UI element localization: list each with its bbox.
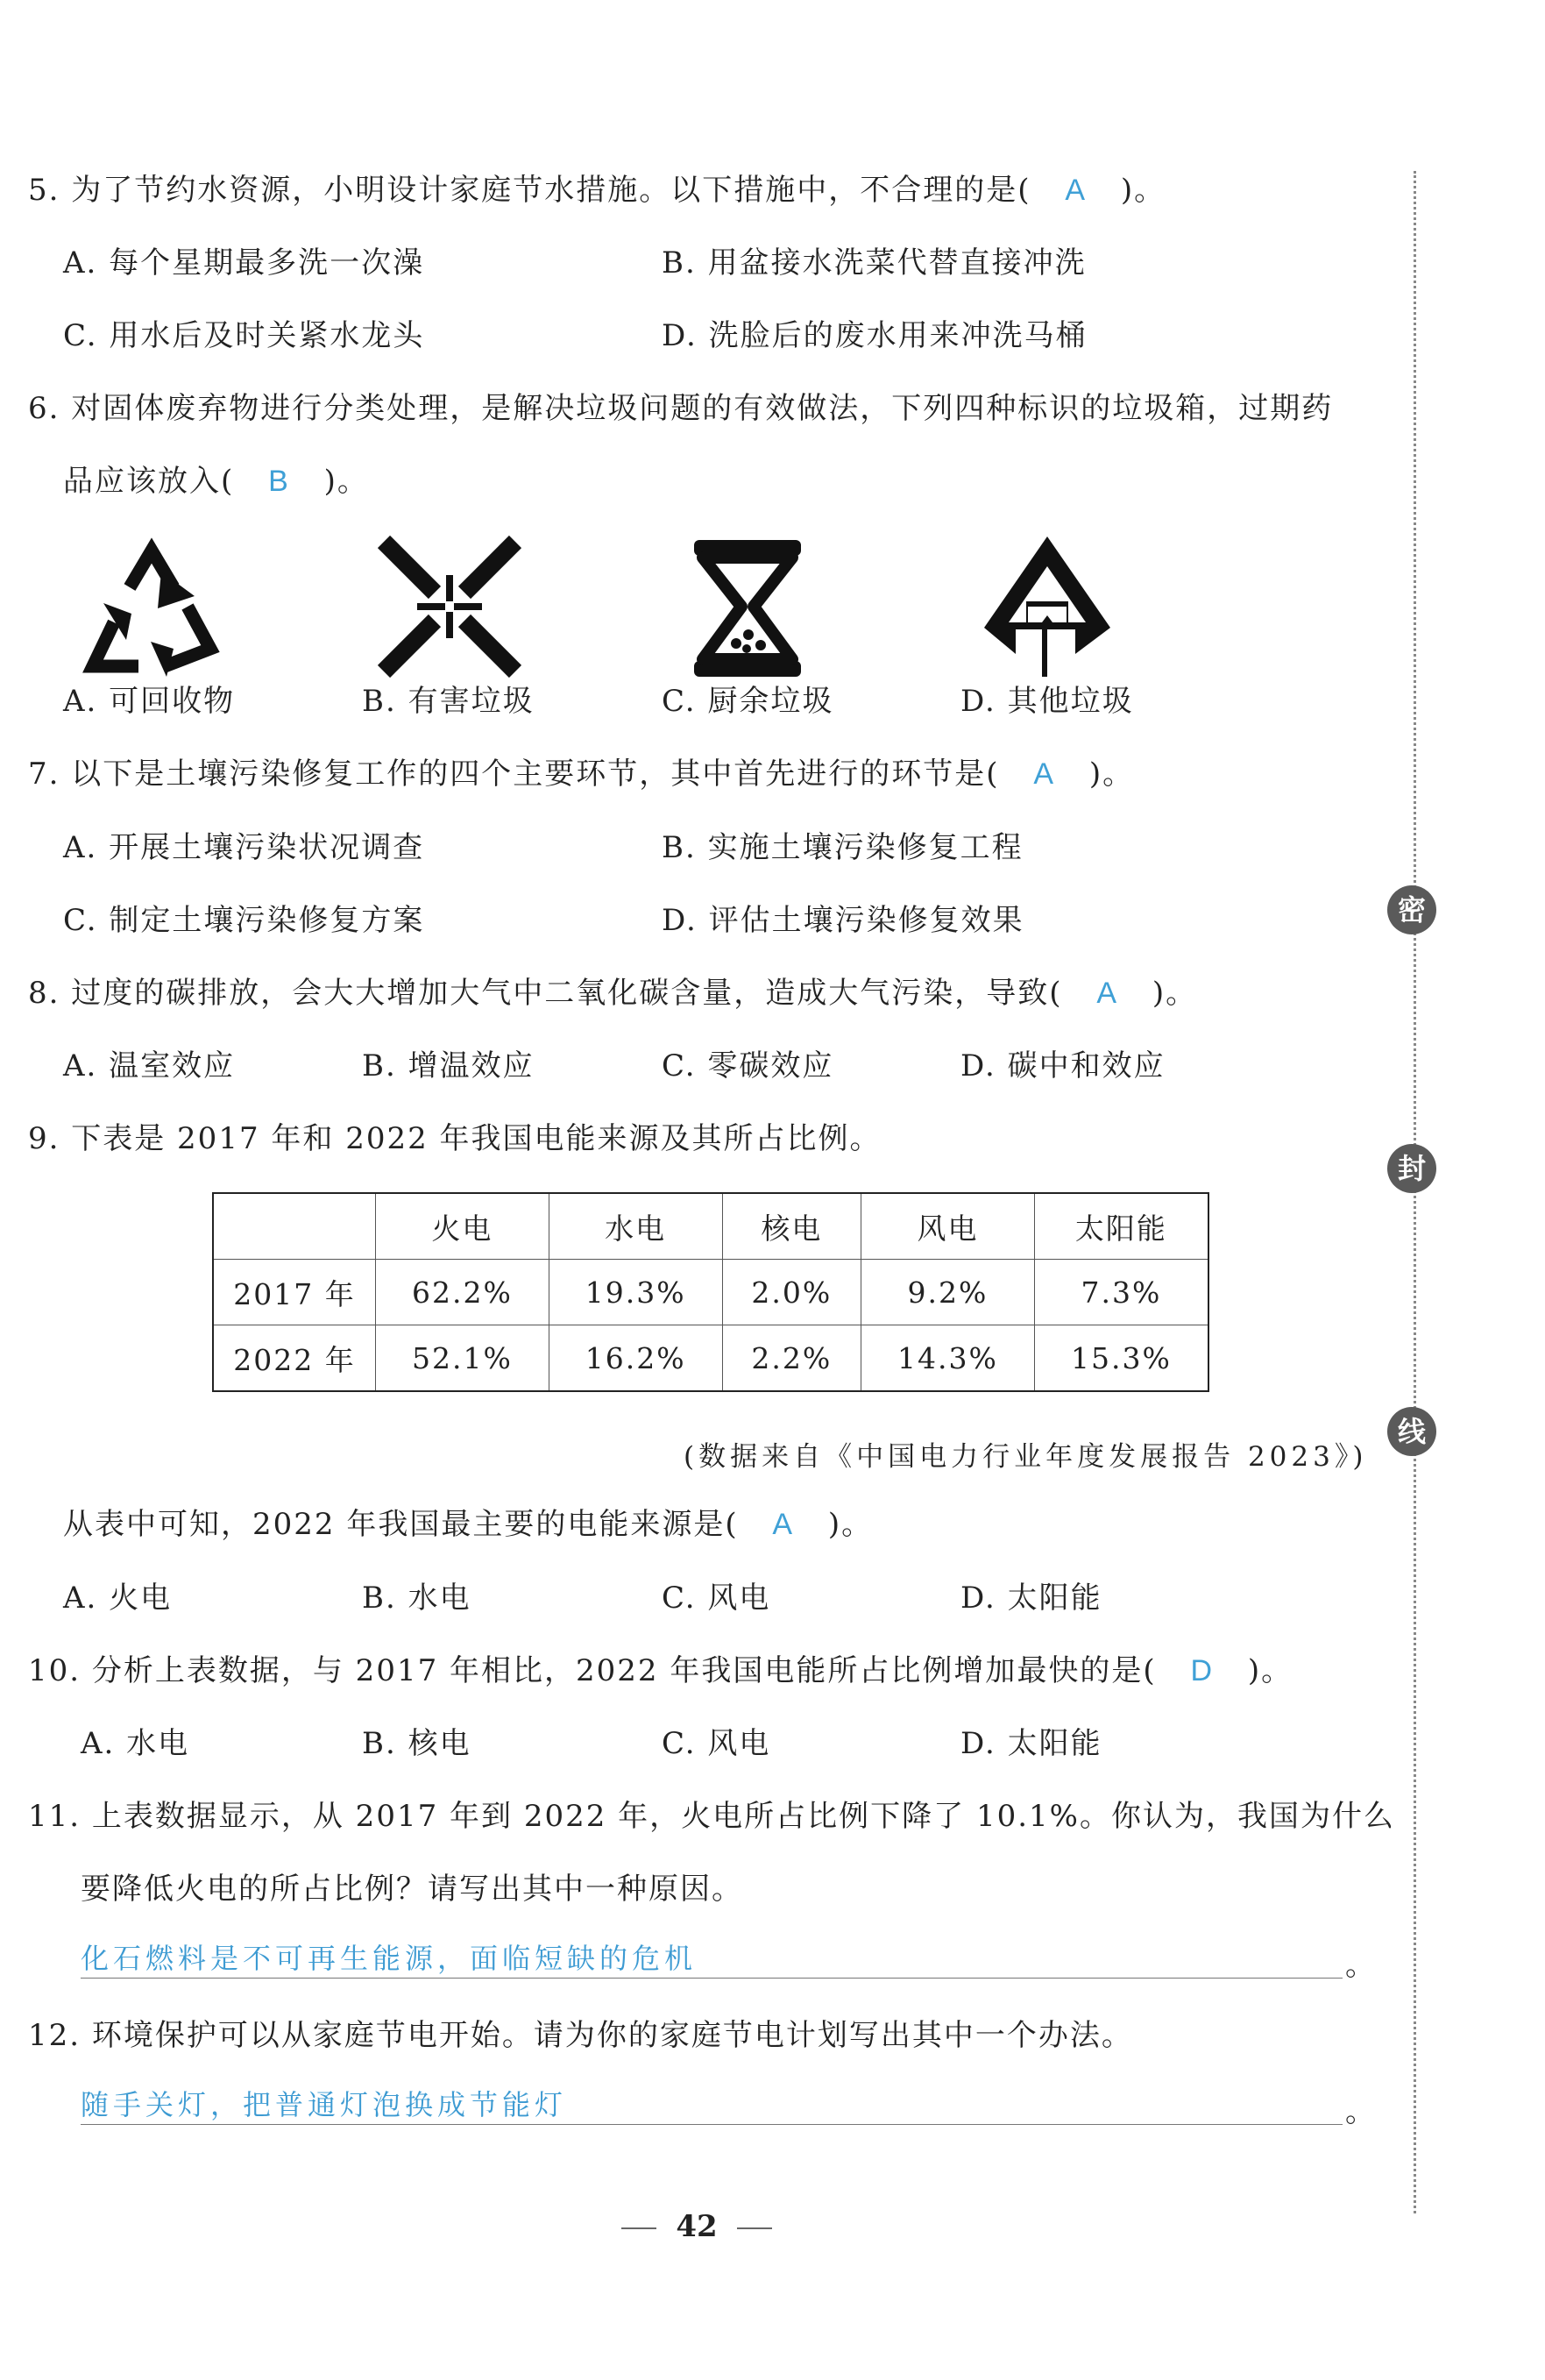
q5-option-a: A. 每个星期最多洗一次澡 [63, 245, 425, 281]
q8-option-d: D. 碳中和效应 [960, 1048, 1166, 1083]
table-header-cell: 核电 [722, 1193, 861, 1260]
table-cell: 2.2% [722, 1325, 861, 1392]
q7-option-a: A. 开展土壤污染状况调查 [63, 830, 425, 865]
q9-option-d: D. 太阳能 [960, 1581, 1102, 1616]
table-row [213, 1325, 1208, 1392]
table-source-note: (数据来自《中国电力行业年度发展报告 2023》) [684, 1441, 1368, 1473]
energy-source-table [212, 1192, 1209, 1392]
q7-answer: A [1033, 757, 1056, 791]
q10-stem: 10. 分析上表数据，与 2017 年相比，2022 年我国电能所占比例增加最快的是( D )。 [28, 1653, 1293, 1688]
q11-answer-line [81, 1978, 1343, 1979]
hazardous-icon [375, 533, 524, 680]
seal-mark-feng: 封 [1387, 1144, 1436, 1193]
table-cell: 52.1% [376, 1325, 549, 1392]
seal-mark-xian: 线 [1387, 1407, 1436, 1456]
q5-stem: 5. 为了节约水资源，小明设计家庭节水措施。以下措施中，不合理的是( A )。 [28, 173, 1166, 208]
q12-answer-line [81, 2124, 1343, 2125]
table-header-cell [213, 1193, 376, 1260]
q5-option-b: B. 用盆接水洗菜代替直接冲洗 [662, 245, 1087, 281]
q7-option-b: B. 实施土壤污染修复工程 [662, 830, 1024, 865]
table-cell: 15.3% [1034, 1325, 1208, 1392]
q8-option-a: A. 温室效应 [63, 1048, 236, 1083]
table-cell: 19.3% [549, 1260, 722, 1325]
q5-option-c: C. 用水后及时关紧水龙头 [63, 318, 425, 353]
table-header-cell: 水电 [549, 1193, 722, 1260]
table-header-cell: 风电 [861, 1193, 1035, 1260]
q7-stem: 7. 以下是土壤污染修复工作的四个主要环节，其中首先进行的环节是( A )。 [28, 757, 1135, 792]
q8-option-b: B. 增温效应 [362, 1048, 535, 1083]
q6-stem-line2: 品应该放入( B )。 [63, 464, 369, 499]
recycle-icon [77, 536, 226, 677]
kitchen-waste-icon [691, 536, 804, 680]
q12-end-mark: 。 [1345, 2094, 1377, 2129]
q8-option-c: C. 零碳效应 [662, 1048, 834, 1083]
q9-option-c: C. 风电 [662, 1581, 771, 1616]
table-row-label: 2017 年 [213, 1260, 376, 1325]
q11-answer: 化石燃料是不可再生能源，面临短缺的危机 [81, 1942, 698, 1975]
table-cell: 7.3% [1034, 1260, 1208, 1325]
page-number: 42 [0, 2209, 1393, 2244]
q10-answer: D [1190, 1654, 1214, 1687]
q5-answer: A [1065, 174, 1088, 207]
table-header-cell: 太阳能 [1034, 1193, 1208, 1260]
other-waste-icon [977, 531, 1117, 680]
q11-stem-line1: 11. 上表数据显示，从 2017 年到 2022 年，火电所占比例下降了 10.1%。你认为，我国为什么 [28, 1799, 1395, 1834]
table-cell: 14.3% [861, 1325, 1035, 1392]
q8-stem: 8. 过度的碳排放，会大大增加大气中二氧化碳含量，造成大气污染，导致( A )。 [28, 976, 1198, 1011]
q6-stem-line1: 6. 对固体废弃物进行分类处理，是解决垃圾问题的有效做法，下列四种标识的垃圾箱，过期药 [28, 391, 1334, 426]
q6-answer: B [268, 465, 290, 498]
page-number-dash-left [621, 2227, 656, 2229]
table-cell: 62.2% [376, 1260, 549, 1325]
table-cell: 2.0% [722, 1260, 861, 1325]
q10-option-d: D. 太阳能 [960, 1726, 1102, 1761]
table-row-label: 2022 年 [213, 1325, 376, 1392]
table-cell: 16.2% [549, 1325, 722, 1392]
q8-answer: A [1096, 977, 1119, 1010]
q7-option-d: D. 评估土壤污染修复效果 [662, 903, 1024, 938]
q6-option-c: C. 厨余垃圾 [662, 684, 834, 719]
q6-option-a: A. 可回收物 [63, 684, 236, 719]
q9-answer: A [772, 1508, 795, 1541]
table-row [213, 1260, 1208, 1325]
page-number-dash-right [737, 2227, 772, 2229]
table-cell: 9.2% [861, 1260, 1035, 1325]
seal-mark-mi: 密 [1387, 885, 1436, 934]
q11-stem-line2: 要降低火电的所占比例？请写出其中一种原因。 [81, 1872, 743, 1907]
q9-option-a: A. 火电 [63, 1581, 173, 1616]
q12-stem: 12. 环境保护可以从家庭节电开始。请为你的家庭节电计划写出其中一个办法。 [28, 2018, 1133, 2053]
q10-option-b: B. 核电 [362, 1726, 471, 1761]
q6-option-b: B. 有害垃圾 [362, 684, 535, 719]
q7-option-c: C. 制定土壤污染修复方案 [63, 903, 425, 938]
q5-option-d: D. 洗脸后的废水用来冲洗马桶 [662, 318, 1088, 353]
q10-option-c: C. 风电 [662, 1726, 771, 1761]
table-header-row [213, 1193, 1208, 1260]
q12-answer: 随手关灯，把普通灯泡换成节能灯 [81, 2088, 568, 2121]
q10-option-a: A. 水电 [81, 1726, 190, 1761]
q11-end-mark: 。 [1345, 1948, 1377, 1983]
q6-option-d: D. 其他垃圾 [960, 684, 1134, 719]
q9-question: 从表中可知，2022 年我国最主要的电能来源是( A )。 [63, 1507, 874, 1542]
table-header-cell: 火电 [376, 1193, 549, 1260]
q9-stem: 9. 下表是 2017 年和 2022 年我国电能来源及其所占比例。 [28, 1121, 882, 1156]
q9-option-b: B. 水电 [362, 1581, 471, 1616]
